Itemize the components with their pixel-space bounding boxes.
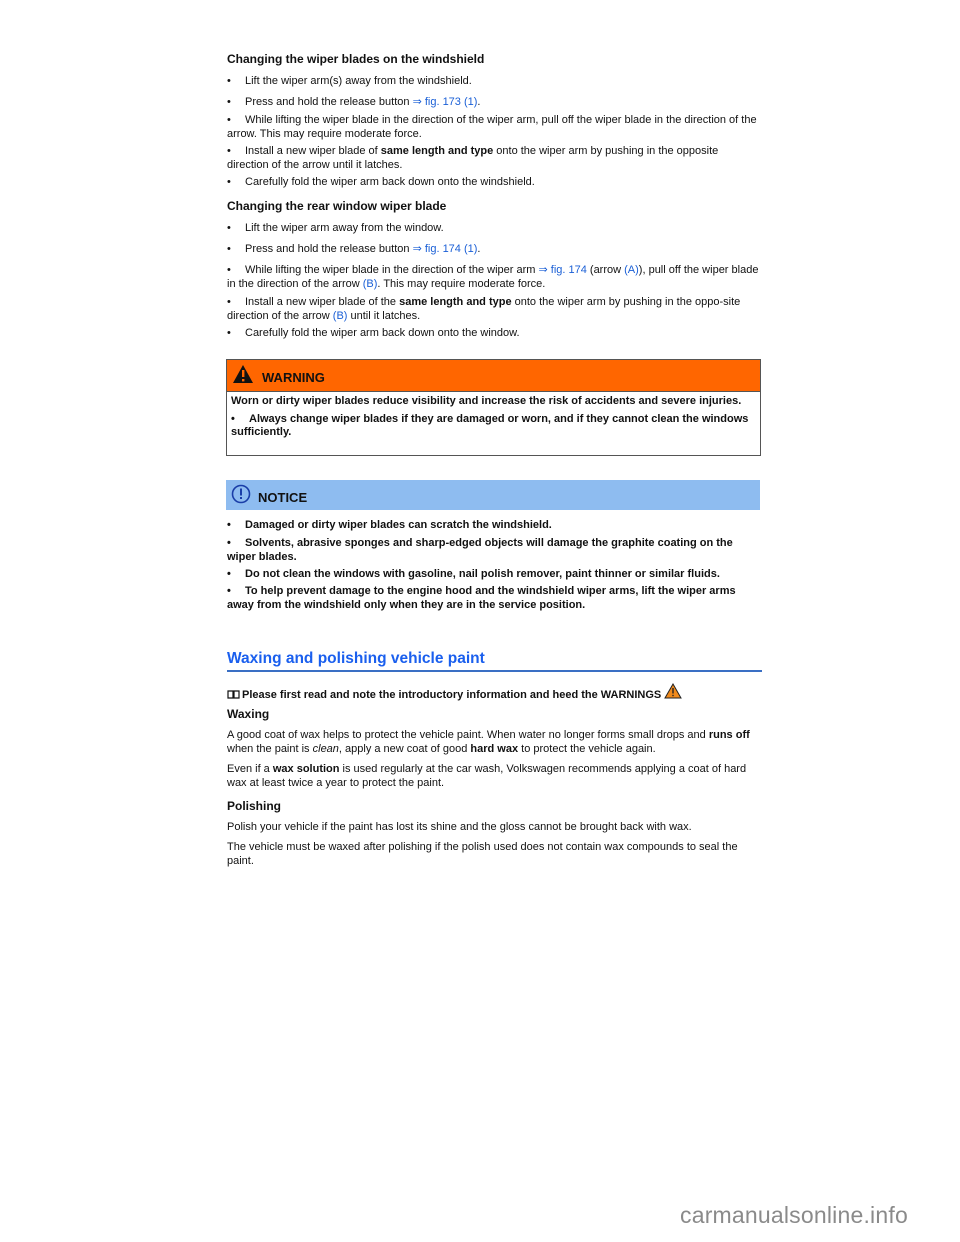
list-item: • Lift the wiper arm(s) away from the windshield. (227, 75, 472, 87)
subsection-title: Polishing (227, 799, 281, 813)
book-icon (227, 689, 240, 699)
warning-header (227, 360, 760, 392)
notice-item: • Do not clean the windows with gasoline, nail polish remover, paint thinner or similar fluids. (227, 568, 720, 580)
notice-item: • Solvents, abrasive sponges and sharp-edged objects will damage the graphite coating on the wiper blades. (227, 537, 733, 563)
warning-title: WARNING (262, 370, 325, 385)
warning-text: Worn or dirty wiper blades reduce visibility and increase the risk of accidents and severe injuries. (231, 395, 742, 407)
notice-exclamation-icon (231, 484, 251, 504)
notice-header (226, 480, 760, 510)
section-heading: Waxing and polishing vehicle paint (227, 650, 762, 672)
figure-link[interactable]: ⇒ fig. 174 (1) (412, 243, 478, 255)
warning-box (226, 359, 761, 456)
list-item: • Install a new wiper blade of the same length and type onto the wiper arm by pushing in the oppo-site direction of the arrow (B) until it latches. (227, 296, 741, 322)
list-item: • While lifting the wiper blade in the direction of the wiper arm ⇒ fig. 174 (arrow (A)), pull off the wiper blade in the direction of the arrow (B). This may require moderate force. (227, 264, 759, 290)
section-title: Changing the rear window wiper blade (227, 199, 447, 213)
watermark: carmanualsonline.info (680, 1202, 908, 1228)
warning-triangle-icon (232, 364, 254, 384)
paragraph: Polish your vehicle if the paint has lost its shine and the gloss cannot be brought back with wax. (227, 821, 692, 833)
paragraph: A good coat of wax helps to protect the vehicle paint. When water no longer forms small drops and runs off when the paint is clean, apply a new coat of good hard wax to protect the vehicle again. (227, 729, 750, 755)
paragraph: Even if a wax solution is used regularly at the car wash, Volkswagen recommends applying a coat of hard wax at least twice a year to protect the paint. (227, 763, 747, 789)
label-link[interactable]: (B) (332, 309, 348, 322)
list-item: • Install a new wiper blade of same length and type onto the wiper arm by pushing in the opposite direction of the arrow until it latches. (227, 145, 719, 171)
list-item: • While lifting the wiper blade in the direction of the wiper arm, pull off the wiper blade in the direction of the arrow. This may require moderate force. (227, 114, 757, 140)
warning-bullet: • Always change wiper blades if they are damaged or worn, and if they cannot clean the windows sufficiently. (231, 412, 749, 438)
subsection-title: Waxing (227, 707, 270, 721)
intro-note: Please first read and note the introductory information and heed the WARNINGS (227, 683, 762, 703)
label-link[interactable]: (B) (362, 277, 378, 290)
figure-link[interactable]: ⇒ fig. 173 (1) (412, 96, 478, 108)
paragraph: The vehicle must be waxed after polishing if the polish used does not contain wax compounds to seal the paint. (227, 841, 738, 867)
list-item: • Press and hold the release button ⇒ fig. 174 (1). (227, 243, 481, 255)
list-item: • Carefully fold the wiper arm back down onto the window. (227, 327, 520, 339)
list-item: • Lift the wiper arm away from the window. (227, 222, 444, 234)
notice-item: • To help prevent damage to the engine hood and the windshield wiper arms, lift the wiper arms away from the windshield only when they are in the service position. (227, 585, 736, 611)
section-title: Changing the wiper blades on the windshield (227, 52, 485, 66)
warning-triangle-icon[interactable] (664, 683, 682, 699)
label-link[interactable]: (A) (624, 264, 639, 276)
list-item: • Press and hold the release button ⇒ fig. 173 (1). (227, 96, 481, 108)
list-item: • Carefully fold the wiper arm back down onto the windshield. (227, 176, 535, 188)
notice-title: NOTICE (258, 490, 308, 505)
notice-item: • Damaged or dirty wiper blades can scratch the windshield. (227, 519, 552, 531)
figure-link[interactable]: ⇒ fig. 174 (538, 264, 587, 276)
